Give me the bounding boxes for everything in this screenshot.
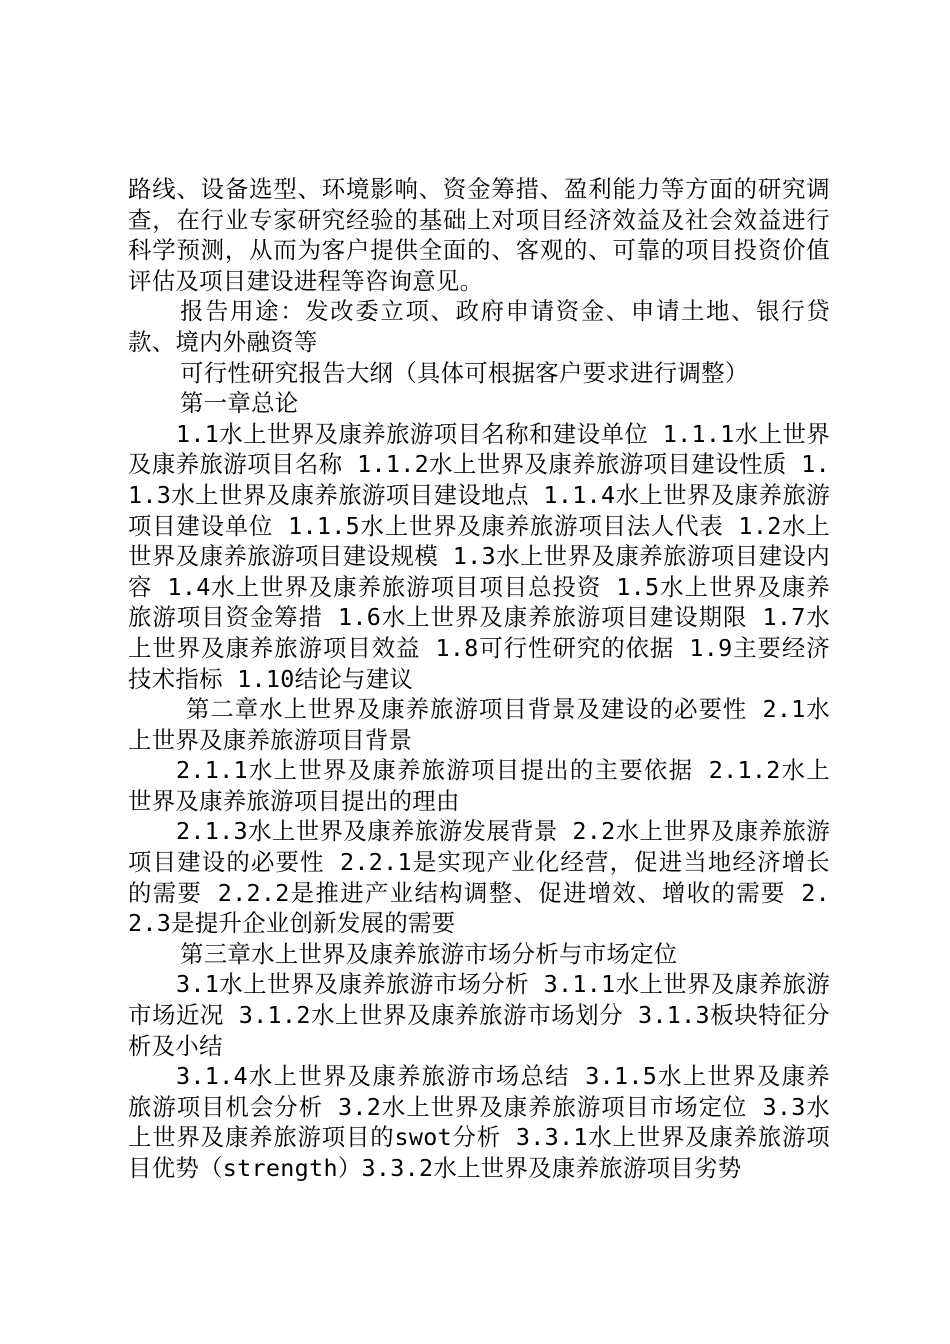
paragraph-outline-heading: 可行性研究报告大纲（具体可根据客户要求进行调整）	[180, 358, 749, 387]
document-page	[128, 174, 830, 1184]
chapter-3-sections-b: 3.1.4水上世界及康养旅游市场总结 3.1.5水上世界及康养旅游项目机会分析 3.2水上世界及康养旅游项目市场定位 3.3水上世界及康养旅游项目的swot分析 3.3.1水上世界及康养旅游项目优势（strength）3.3.2水上世界及康养旅游项目劣势	[128, 1062, 830, 1182]
chapter-1-sections: 1.1水上世界及康养旅游项目名称和建设单位 1.1.1水上世界及康养旅游项目名称 1.1.2水上世界及康养旅游项目建设性质 1.1.3水上世界及康养旅游项目建设地点 1.1.4水上世界及康养旅游项目建设单位 1.1.5水上世界及康养旅游项目法人代表 1.2水上世界及康养旅游项目建设规模 1.3水上世界及康养旅游项目建设内容 1.4水上世界及康养旅游项目项目总投资 1.5水上世界及康养旅游项目资金筹措 1.6水上世界及康养旅游项目建设期限 1.7水上世界及康养旅游项目效益 1.8可行性研究的依据 1.9主要经济技术指标 1.10结论与建议	[128, 419, 830, 693]
chapter-1-heading: 第一章总论	[180, 389, 299, 418]
paragraph-report-usage: 报告用途：发改委立项、政府申请资金、申请土地、银行贷款、境内外融资等	[128, 297, 830, 356]
paragraph-intro-continuation: 路线、设备选型、环境影响、资金筹措、盈利能力等方面的研究调查，在行业专家研究经验的基础上对项目经济效益及社会效益进行科学预测，从而为客户提供全面的、客观的、可靠的项目投资价值评估及项目建设进程等咨询意见。	[128, 175, 830, 295]
chapter-3-sections-a: 3.1水上世界及康养旅游市场分析 3.1.1水上世界及康养旅游市场近况 3.1.2水上世界及康养旅游市场划分 3.1.3板块特征分析及小结	[128, 970, 830, 1060]
chapter-2-sections-a: 2.1.1水上世界及康养旅游项目提出的主要依据 2.1.2水上世界及康养旅游项目提出的理由	[128, 756, 830, 815]
chapter-3-heading: 第三章水上世界及康养旅游市场分析与市场定位	[180, 939, 678, 968]
chapter-2-heading: 第二章水上世界及康养旅游项目背景及建设的必要性 2.1水上世界及康养旅游项目背景	[128, 695, 830, 754]
chapter-2-sections-b: 2.1.3水上世界及康养旅游发展背景 2.2水上世界及康养旅游项目建设的必要性 2.2.1是实现产业化经营，促进当地经济增长的需要 2.2.2是推进产业结构调整、促进增效、增收的需要 2.2.3是提升企业创新发展的需要	[128, 817, 830, 938]
